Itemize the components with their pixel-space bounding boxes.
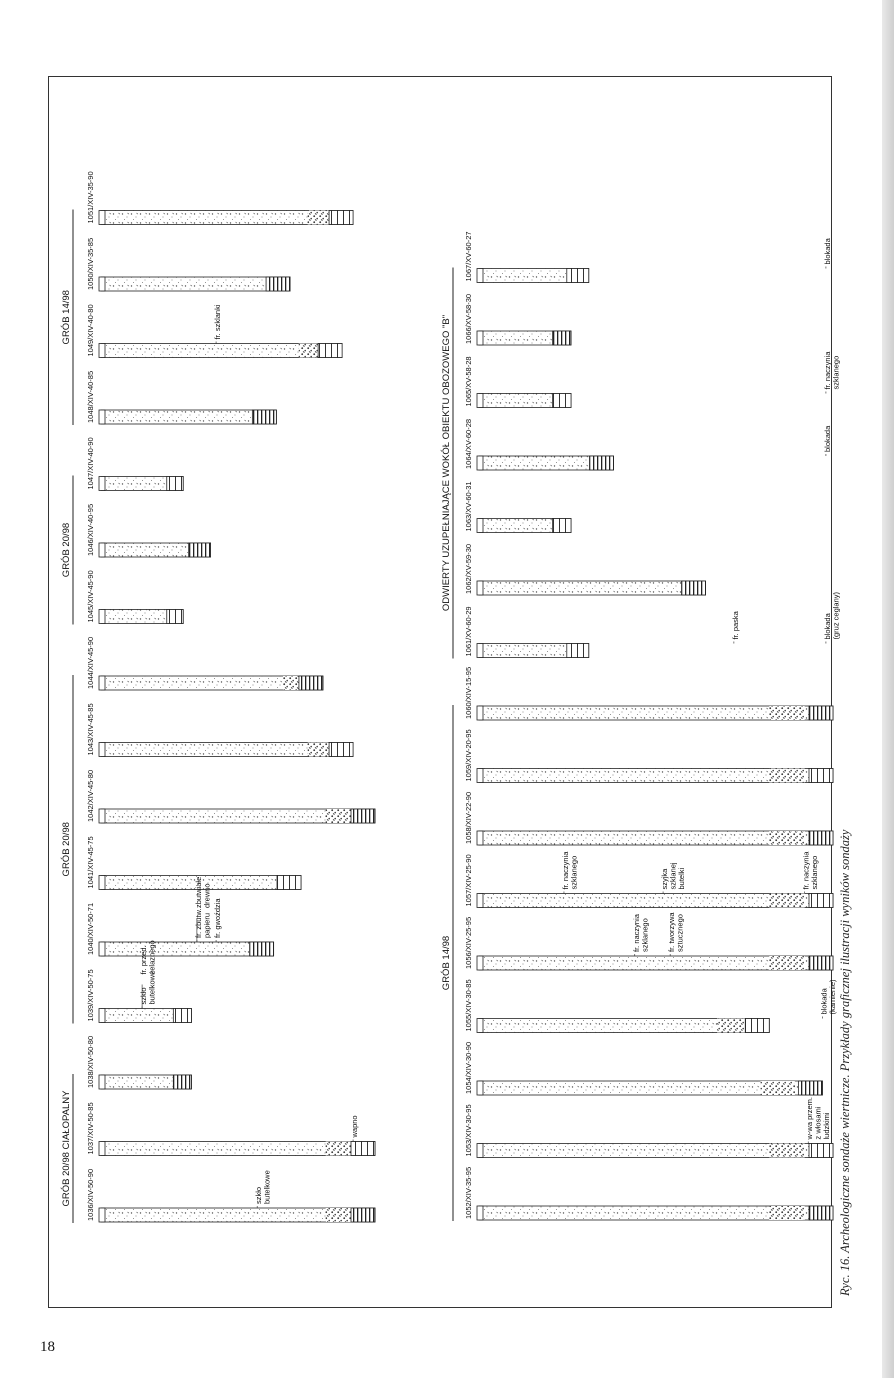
borehole-core bbox=[86, 1169, 375, 1222]
core-top-cap bbox=[477, 394, 483, 408]
annotation-text: sztucznego bbox=[675, 914, 685, 952]
core-id-label: 1046/XIV-40-95 bbox=[86, 503, 95, 556]
core-dense-layer bbox=[717, 1019, 746, 1033]
core-hatched-layer bbox=[590, 456, 614, 470]
core-top-cap bbox=[477, 269, 483, 283]
core-hatched-layer bbox=[173, 1009, 191, 1023]
annotation-text: w-wa przem. bbox=[805, 1096, 815, 1140]
core-id-label: 1038/XIV-50-80 bbox=[86, 1035, 95, 1088]
core-hatched-layer bbox=[351, 809, 375, 823]
core-hatched-layer bbox=[809, 956, 833, 970]
core-hatched-layer bbox=[189, 543, 211, 557]
core-id-label: 1045/XIV-45-90 bbox=[86, 570, 95, 623]
borehole-core bbox=[464, 231, 589, 282]
core-bar bbox=[101, 942, 274, 956]
core-top-cap bbox=[477, 769, 483, 783]
core-top-cap bbox=[477, 519, 483, 533]
borehole-core bbox=[464, 854, 833, 907]
borehole-core bbox=[464, 544, 706, 595]
annotation-text: wapno bbox=[350, 1115, 360, 1138]
top-section bbox=[61, 171, 375, 1223]
borehole-core bbox=[464, 294, 571, 345]
core-hatched-layer bbox=[329, 211, 353, 225]
core-top-cap bbox=[99, 477, 105, 491]
core-id-label: 1055/XIV-30-85 bbox=[464, 979, 473, 1032]
core-top-cap bbox=[99, 543, 105, 557]
annotation-text: szklanej bbox=[668, 862, 678, 890]
group-label: GRÓB 20/98 bbox=[61, 522, 72, 578]
group-header bbox=[61, 210, 73, 426]
core-id-label: 1039/XIV-50-75 bbox=[86, 969, 95, 1022]
core-top-cap bbox=[477, 1019, 483, 1033]
core-annotation bbox=[561, 851, 579, 894]
annotation-text: zbutwiałe bbox=[193, 876, 203, 908]
annotation-text: fr. tworzywa bbox=[667, 912, 677, 952]
borehole-core bbox=[464, 1104, 833, 1157]
core-top-cap bbox=[99, 610, 105, 624]
core-hatched-layer bbox=[809, 1206, 833, 1220]
core-top-cap bbox=[477, 331, 483, 345]
annotation-text: szklanego bbox=[640, 918, 650, 952]
core-hatched-layer bbox=[318, 344, 342, 358]
core-id-label: 1040/XIV-50-71 bbox=[86, 902, 95, 955]
core-id-label: 1054/XIV-30-90 bbox=[464, 1041, 473, 1094]
borehole-core bbox=[86, 1102, 375, 1155]
core-top-cap bbox=[99, 344, 105, 358]
core-hatched-layer bbox=[329, 743, 353, 757]
core-dense-layer bbox=[326, 1208, 353, 1222]
core-dense-layer bbox=[326, 809, 353, 823]
annotation-text: fr. naczynia bbox=[801, 851, 811, 890]
annotation-text: (gruz ceglany) bbox=[831, 591, 841, 640]
annotation-text: papieru bbox=[202, 912, 212, 938]
borehole-core bbox=[464, 729, 833, 782]
borehole-core bbox=[464, 1042, 822, 1095]
core-hatched-layer bbox=[553, 519, 571, 533]
core-annotation bbox=[194, 908, 212, 942]
core-id-label: 1058/XIV-22-90 bbox=[464, 791, 473, 844]
group-header bbox=[61, 1074, 73, 1223]
core-dense-layer bbox=[769, 1144, 804, 1158]
annotation-text: fr. zbutw. bbox=[193, 908, 203, 938]
core-id-label: 1064/XV-60-28 bbox=[464, 418, 473, 469]
core-top-cap bbox=[99, 211, 105, 225]
group-label: ODWIERTY UZUPEŁNIAJĄCE WOKÓŁ OBIEKTU OBOZOWEGO "B" bbox=[441, 314, 452, 612]
core-bar bbox=[101, 277, 290, 291]
core-annotation bbox=[823, 591, 841, 643]
annotation-text: szklanego bbox=[810, 855, 820, 890]
annotation-text: butelkowe bbox=[147, 970, 157, 1005]
core-hatched-layer bbox=[351, 1208, 375, 1222]
core-hatched-layer bbox=[553, 331, 571, 345]
borehole-core bbox=[86, 637, 323, 690]
borehole-core bbox=[464, 419, 614, 470]
page-edge-strip bbox=[882, 0, 894, 1378]
core-hatched-layer bbox=[567, 644, 589, 658]
core-annotation bbox=[213, 898, 222, 942]
borehole-core bbox=[86, 570, 183, 623]
core-annotation bbox=[139, 971, 157, 1009]
core-top-cap bbox=[99, 743, 105, 757]
borehole-core bbox=[86, 1036, 191, 1089]
group-header bbox=[61, 675, 73, 1024]
borehole-core bbox=[86, 238, 290, 291]
annotation-text: szyjka bbox=[660, 868, 670, 890]
core-hatched-layer bbox=[809, 769, 833, 783]
core-top-cap bbox=[99, 676, 105, 690]
group-label: GRÓB 20/98 CIAŁOPALNY bbox=[61, 1090, 72, 1207]
annotation-text: ludzkimi bbox=[822, 1112, 832, 1140]
core-dense-layer bbox=[769, 831, 804, 845]
core-top-cap bbox=[99, 1009, 105, 1023]
core-dense-layer bbox=[769, 706, 804, 720]
core-top-cap bbox=[477, 1144, 483, 1158]
bottom-section bbox=[441, 231, 840, 1221]
core-dense-layer bbox=[326, 1142, 353, 1156]
core-top-cap bbox=[99, 876, 105, 890]
core-bar bbox=[479, 581, 706, 595]
annotation-text: szkło bbox=[254, 1186, 264, 1204]
core-annotation bbox=[805, 1097, 831, 1144]
core-id-label: 1059/XIV-20-95 bbox=[464, 729, 473, 782]
core-hatched-layer bbox=[745, 1019, 769, 1033]
core-annotation bbox=[632, 913, 650, 956]
core-hatched-layer bbox=[567, 269, 589, 283]
core-top-cap bbox=[99, 809, 105, 823]
core-hatched-layer bbox=[809, 831, 833, 845]
core-id-label: 1062/XV-59-30 bbox=[464, 543, 473, 594]
group-label: GRÓB 20/98 bbox=[61, 822, 72, 877]
core-id-label: 1036/XIV-50-90 bbox=[86, 1168, 95, 1221]
core-annotation bbox=[350, 1115, 359, 1141]
core-top-cap bbox=[477, 831, 483, 845]
core-id-label: 1066/XV-58-30 bbox=[464, 293, 473, 344]
core-id-label: 1050/XIV-35-85 bbox=[86, 237, 95, 290]
borehole-core bbox=[86, 903, 274, 956]
core-hatched-layer bbox=[299, 676, 323, 690]
core-top-cap bbox=[477, 706, 483, 720]
core-hatched-layer bbox=[167, 610, 183, 624]
core-id-label: 1043/XIV-45-85 bbox=[86, 703, 95, 756]
annotation-text: drewno bbox=[202, 883, 212, 908]
core-id-label: 1060/XIV-15-95 bbox=[464, 666, 473, 719]
core-id-label: 1063/XV-60-31 bbox=[464, 481, 473, 532]
borehole-core bbox=[86, 504, 211, 557]
core-id-label: 1051/XIV-35-90 bbox=[86, 171, 95, 224]
core-annotation bbox=[819, 979, 837, 1019]
core-top-cap bbox=[477, 894, 483, 908]
annotation-text: fr. naczynia bbox=[631, 914, 641, 952]
borehole-core bbox=[86, 371, 276, 424]
core-top-cap bbox=[99, 410, 105, 424]
group-header bbox=[441, 705, 453, 1221]
core-annotation bbox=[802, 851, 820, 894]
borehole-core bbox=[464, 356, 571, 407]
annotation-text: butelkowe bbox=[262, 1170, 272, 1204]
annotation-text: szkło bbox=[139, 987, 149, 1005]
annotation-text: blokada bbox=[822, 238, 832, 265]
core-id-label: 1047/XIV-40-90 bbox=[86, 437, 95, 490]
core-top-cap bbox=[477, 644, 483, 658]
group-header bbox=[441, 268, 453, 659]
core-id-label: 1053/XIV-30-95 bbox=[464, 1104, 473, 1157]
core-hatched-layer bbox=[809, 894, 833, 908]
core-annotation bbox=[731, 610, 740, 643]
core-id-label: 1061/XV-60-29 bbox=[464, 606, 473, 657]
borehole-core bbox=[464, 481, 571, 532]
borehole-core bbox=[86, 703, 353, 756]
core-id-label: 1052/XIV-35-95 bbox=[464, 1166, 473, 1219]
borehole-core bbox=[86, 770, 375, 823]
annotation-text: fr. gwoździa bbox=[213, 898, 223, 938]
borehole-diagram bbox=[49, 77, 841, 1309]
core-hatched-layer bbox=[173, 1075, 191, 1089]
core-annotation bbox=[823, 237, 832, 268]
core-id-label: 1048/XIV-40-85 bbox=[86, 370, 95, 423]
core-top-cap bbox=[99, 1208, 105, 1222]
core-annotation bbox=[213, 304, 222, 343]
core-id-label: 1041/XIV-45-75 bbox=[86, 836, 95, 889]
core-annotation bbox=[823, 425, 832, 456]
annotation-text: szklanego bbox=[831, 355, 841, 390]
core-dense-layer bbox=[769, 1206, 804, 1220]
group-label: GRÓB 14/98 bbox=[61, 290, 72, 345]
annotation-text: szklanego bbox=[569, 855, 579, 890]
group-header bbox=[61, 476, 73, 625]
annotation-text: blokada bbox=[822, 613, 832, 640]
core-top-cap bbox=[99, 942, 105, 956]
core-dense-layer bbox=[769, 894, 804, 908]
core-id-label: 1057/XIV-25-90 bbox=[464, 854, 473, 907]
borehole-core bbox=[464, 1167, 833, 1220]
core-id-label: 1067/XV-60-27 bbox=[464, 231, 473, 282]
annotation-text: fr. paska bbox=[730, 611, 740, 640]
group-label: GRÓB 14/98 bbox=[441, 935, 452, 991]
annotation-text: fr. szklanki bbox=[213, 304, 223, 340]
core-top-cap bbox=[477, 1206, 483, 1220]
borehole-core bbox=[86, 437, 183, 490]
core-annotation bbox=[823, 351, 841, 394]
annotation-text: fr. przed. bbox=[139, 945, 149, 975]
core-top-cap bbox=[477, 581, 483, 595]
core-hatched-layer bbox=[809, 1144, 833, 1158]
core-hatched-layer bbox=[250, 942, 274, 956]
core-top-cap bbox=[99, 277, 105, 291]
page-number: 18 bbox=[40, 1339, 55, 1355]
core-hatched-layer bbox=[252, 410, 276, 424]
core-top-cap bbox=[477, 456, 483, 470]
figure-caption: Ryc. 16. Archeologiczne sondaże wiertnicze. Przykłady graficznej ilustracji wyników sondaży bbox=[838, 829, 852, 1296]
annotation-text: fr. naczynia bbox=[560, 851, 570, 890]
core-top-cap bbox=[477, 956, 483, 970]
annotation-text: żelaznego bbox=[147, 940, 157, 975]
core-top-cap bbox=[477, 1081, 483, 1095]
core-dense-layer bbox=[761, 1081, 795, 1095]
diagram-frame bbox=[48, 76, 841, 1308]
annotation-text: (kamienie) bbox=[827, 979, 837, 1015]
borehole-core bbox=[86, 171, 353, 224]
core-id-label: 1049/XIV-40-80 bbox=[86, 304, 95, 357]
core-id-label: 1044/XIV-45-90 bbox=[86, 636, 95, 689]
core-bar bbox=[101, 410, 276, 424]
annotation-text: fr. naczynia bbox=[822, 351, 832, 390]
core-hatched-layer bbox=[266, 277, 290, 291]
core-top-cap bbox=[99, 1075, 105, 1089]
core-id-label: 1065/XV-58-28 bbox=[464, 356, 473, 407]
borehole-core bbox=[464, 667, 833, 720]
core-top-cap bbox=[99, 1142, 105, 1156]
borehole-core bbox=[464, 979, 769, 1032]
core-annotation bbox=[254, 1170, 272, 1208]
borehole-core bbox=[464, 792, 833, 845]
core-id-label: 1056/XIV-25-95 bbox=[464, 916, 473, 969]
core-hatched-layer bbox=[553, 394, 571, 408]
core-hatched-layer bbox=[351, 1142, 375, 1156]
annotation-text: blokada bbox=[822, 425, 832, 452]
core-hatched-layer bbox=[809, 706, 833, 720]
core-hatched-layer bbox=[798, 1081, 822, 1095]
core-hatched-layer bbox=[277, 876, 301, 890]
core-id-label: 1042/XIV-45-80 bbox=[86, 769, 95, 822]
annotation-text: blokada bbox=[819, 988, 829, 1015]
borehole-core bbox=[464, 606, 589, 657]
annotation-text: z włosami bbox=[813, 1106, 823, 1140]
core-annotation bbox=[660, 862, 686, 893]
core-hatched-layer bbox=[167, 477, 183, 491]
core-dense-layer bbox=[769, 956, 804, 970]
annotation-text: butelki bbox=[677, 867, 687, 890]
core-id-label: 1037/XIV-50-85 bbox=[86, 1102, 95, 1155]
core-hatched-layer bbox=[682, 581, 706, 595]
core-annotation bbox=[667, 912, 685, 956]
core-dense-layer bbox=[769, 769, 804, 783]
